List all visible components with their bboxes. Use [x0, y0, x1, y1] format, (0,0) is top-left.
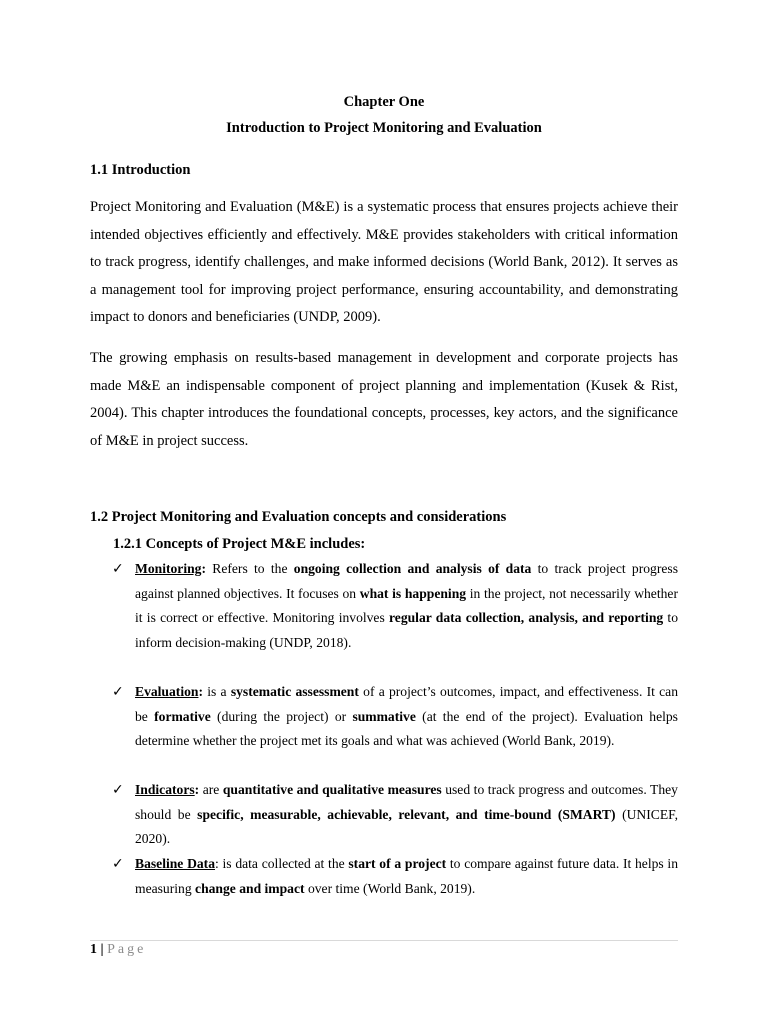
text-segment: what is happening — [359, 585, 467, 601]
subsection-heading-1-2-1: 1.2.1 Concepts of Project M&E includes: — [113, 536, 366, 552]
text-segment: Refers to the — [206, 561, 294, 576]
text-segment: formative — [154, 708, 211, 724]
text-segment: : — [198, 684, 203, 699]
list-item-text — [135, 680, 678, 754]
text-segment: : — [194, 782, 200, 797]
chapter-number: Chapter One — [343, 94, 425, 110]
checkmark-icon: ✓ — [112, 856, 124, 872]
chapter-title: Introduction to Project Monitoring and Evaluation — [226, 120, 542, 136]
list-item-text — [135, 557, 678, 655]
footer-divider — [90, 940, 678, 941]
text-segment: specific, measurable, achievable, relevant, and time-bound (SMART) — [197, 806, 616, 822]
text-segment: : is data collected at the — [215, 856, 349, 871]
intro-paragraph-1: Project Monitoring and Evaluation (M&E) is a systematic process that ensures projects achieve their intended objectives efficiently and effectively. M&E provides stakeholders with critical information to track progress, identify challenges, and make informed decisions (World Bank, 2012). It serves as a management tool for improving project performance, ensuring accountability, and demonstrating impact to donors and beneficiaries (UNDP, 2009). — [90, 199, 678, 325]
text-segment: systematic assessment — [230, 684, 359, 699]
page-footer — [90, 942, 146, 958]
section-heading-1-1: 1.1 Introduction — [90, 162, 191, 178]
list-item-term: Monitoring — [135, 561, 202, 576]
text-segment: change and impact — [195, 880, 305, 896]
text-segment: : — [201, 561, 206, 576]
text-segment: (at the end of the project). Evaluation helps determine whether the project met its goals and what was achieved (World Bank, 2019). — [135, 708, 678, 748]
text-segment: in the project, not necessarily whether it is correct or effective. Monitoring involves — [135, 585, 678, 625]
text-segment: are — [199, 782, 223, 797]
checkmark-icon: ✓ — [112, 561, 124, 577]
text-segment: to compare against future data. It helps in measuring — [135, 856, 678, 896]
text-segment: to track project progress against planned objectives. It focuses on — [135, 561, 678, 601]
text-segment: used to track progress and outcomes. They should be — [135, 782, 678, 822]
checkmark-icon: ✓ — [112, 684, 124, 700]
text-segment: start of a project — [348, 856, 447, 871]
list-item-text — [135, 778, 678, 852]
text-segment: of a project’s outcomes, impact, and effectiveness. It can be — [135, 684, 679, 724]
text-segment: quantitative and qualitative measures — [222, 782, 442, 797]
list-item-term: Evaluation — [135, 684, 199, 699]
page-label: Page — [107, 942, 147, 957]
list-item-term: Baseline Data — [135, 856, 216, 871]
footer-separator: | — [97, 942, 108, 957]
text-segment: summative — [352, 708, 416, 724]
text-segment: (UNICEF, 2020). — [135, 806, 678, 846]
text-segment: ongoing collection and analysis of data — [293, 561, 532, 576]
list-item-text — [135, 852, 678, 901]
text-segment: over time (World Bank, 2019). — [304, 880, 476, 896]
checkmark-icon: ✓ — [112, 782, 124, 798]
text-segment: to inform decision-making (UNDP, 2018). — [135, 610, 678, 650]
text-segment: (during the project) or — [210, 708, 353, 724]
section-heading-1-2: 1.2 Project Monitoring and Evaluation concepts and considerations — [90, 509, 507, 525]
intro-paragraph-2: The growing emphasis on results-based management in development and corporate projects has made M&E an indispensable component of project planning and implementation (Kusek & Rist, 2004). This chapter introduces the foundational concepts, processes, key actors, and the significance of M&E in project success. — [90, 350, 678, 449]
text-segment: is a — [203, 684, 231, 699]
list-item-term: Indicators — [135, 782, 195, 797]
page-number: 1 — [90, 942, 97, 957]
text-segment: regular data collection, analysis, and reporting — [389, 610, 664, 625]
